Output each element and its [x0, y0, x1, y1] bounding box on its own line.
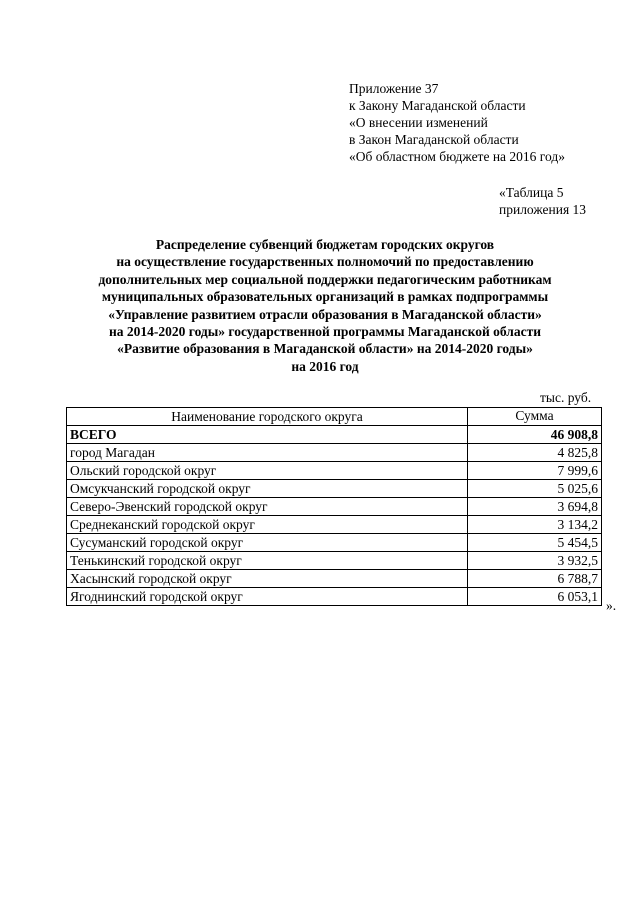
- district-name: Среднеканский городской округ: [67, 516, 468, 534]
- district-sum: 6 053,1: [468, 588, 602, 606]
- document-title: [60, 236, 590, 375]
- title-line: на осуществление государственных полномочий по предоставлению: [116, 254, 534, 270]
- appendix-line: к Закону Магаданской области: [349, 98, 526, 113]
- title-line: на 2014-2020 годы» государственной программы Магаданской области: [109, 324, 541, 340]
- table-header-row: [67, 408, 602, 426]
- appendix-line: «Об областном бюджете на 2016 год»: [349, 149, 565, 164]
- table-row: [67, 498, 602, 516]
- table-row: [67, 444, 602, 462]
- district-sum: 3 134,2: [468, 516, 602, 534]
- subsidy-table: [66, 407, 602, 606]
- table-row-total: [67, 426, 602, 444]
- header-name: Наименование городского округа: [67, 408, 468, 426]
- district-name: Сусуманский городской округ: [67, 534, 468, 552]
- district-sum: 3 932,5: [468, 552, 602, 570]
- district-name: Тенькинский городской округ: [67, 552, 468, 570]
- table-row: [67, 462, 602, 480]
- total-name: ВСЕГО: [67, 426, 468, 444]
- title-line: Распределение субвенций бюджетам городских округов: [155, 237, 495, 252]
- district-sum: 3 694,8: [468, 498, 602, 516]
- total-sum: 46 908,8: [468, 426, 602, 444]
- district-name: Ягоднинский городской округ: [67, 588, 468, 606]
- title-line: «Развитие образования в Магаданской области» на 2014-2020 годы»: [117, 341, 533, 357]
- district-name: Ольский городской округ: [67, 462, 468, 480]
- table-row: [67, 480, 602, 498]
- table-reference-line: «Таблица 5: [499, 185, 564, 200]
- district-sum: 6 788,7: [468, 570, 602, 588]
- table-reference-line: приложения 13: [499, 202, 587, 217]
- district-name: Хасынский городской округ: [67, 570, 468, 588]
- table-row: [67, 534, 602, 552]
- table-row: [67, 570, 602, 588]
- district-name: Омсукчанский городской округ: [67, 480, 468, 498]
- appendix-header: [349, 80, 565, 165]
- district-name: Северо-Эвенский городской округ: [67, 498, 468, 516]
- header-sum: Сумма: [468, 408, 602, 426]
- unit-label: тыс. руб.: [540, 390, 592, 405]
- table-row: [67, 516, 602, 534]
- district-sum: 4 825,8: [468, 444, 602, 462]
- district-sum: 5 454,5: [468, 534, 602, 552]
- table-row: [67, 552, 602, 570]
- table-reference: [499, 184, 586, 218]
- table-row: [67, 588, 602, 606]
- title-line: дополнительных мер социальной поддержки педагогическим работникам: [98, 271, 552, 287]
- district-name: город Магадан: [67, 444, 468, 462]
- title-line: «Управление развитием отрасли образования в Магаданской области»: [108, 306, 542, 322]
- title-line: муниципальных образовательных организаций в рамках подпрограммы: [101, 289, 549, 305]
- closing-quote-mark: ».: [606, 598, 617, 613]
- appendix-line: Приложение 37: [349, 81, 439, 96]
- appendix-line: в Закон Магаданской области: [349, 132, 519, 147]
- title-line: на 2016 год: [291, 358, 359, 374]
- district-sum: 7 999,6: [468, 462, 602, 480]
- district-sum: 5 025,6: [468, 480, 602, 498]
- appendix-line: «О внесении изменений: [349, 115, 488, 130]
